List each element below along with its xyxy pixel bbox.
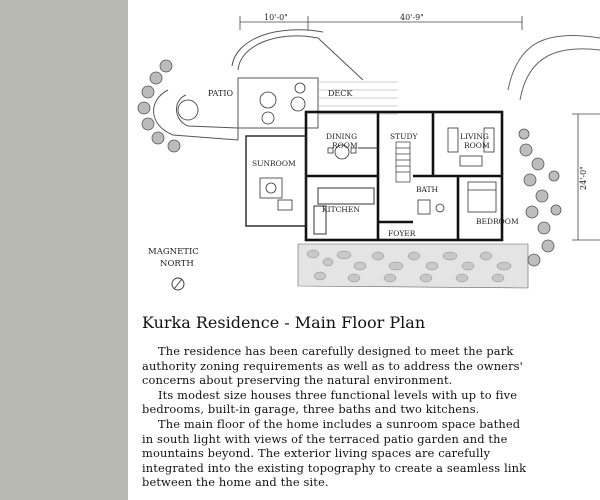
driveway-curve-inner [520, 49, 600, 100]
dimension-left-width: 10'-0" [264, 13, 288, 22]
body-line: in south light with views of the terraced patio garden and the [142, 431, 508, 446]
body-line: bedrooms, built-in garage, three baths and two kitchens. [142, 402, 480, 417]
north-label-1: MAGNETIC [148, 247, 199, 257]
kitchen-counters [314, 148, 378, 234]
bath-fixtures [418, 200, 444, 214]
floor-plan-svg [128, 0, 600, 310]
label-patio: PATIO [208, 89, 234, 98]
dimension-main-width: 40'-9" [400, 13, 424, 22]
label-living-2: ROOM [464, 141, 490, 150]
left-sidebar-band [0, 0, 128, 500]
deck-planks [318, 82, 398, 114]
body-line: integrated into the existing topography to create a seamless link [142, 460, 527, 475]
patio-shrubs [138, 60, 180, 152]
north-label-2: NORTH [160, 259, 194, 269]
sunroom-walls [246, 136, 306, 226]
body-line: The main floor of the home includes a sunroom space bathed [158, 416, 521, 431]
patio-area [154, 78, 238, 140]
patio-furniture [260, 83, 305, 124]
stairs [396, 142, 410, 182]
stone-terrace [298, 244, 528, 288]
label-deck: DECK [328, 89, 353, 98]
label-dining-1: DINING [326, 132, 358, 141]
label-bath: BATH [416, 185, 439, 194]
label-living-1: LIVING [460, 132, 489, 141]
body-line: concerns about preserving the natural environment. [142, 373, 453, 388]
label-sunroom: SUNROOM [252, 159, 296, 168]
body-line: between the home and the site. [142, 475, 329, 490]
body-line: The residence has been carefully designed to meet the park [158, 344, 514, 358]
caption-title: Kurka Residence - Main Floor Plan [142, 313, 426, 332]
dimension-depth: 24'-0" [579, 166, 588, 190]
sunroom-furniture [260, 178, 292, 210]
label-bedroom: BEDROOM [476, 217, 519, 226]
floor-plan-drawing [128, 0, 600, 310]
body-line: Its modest size houses three functional levels with up to five [158, 387, 518, 402]
north-arrow-icon [172, 278, 184, 290]
label-study: STUDY [390, 132, 418, 141]
upper-curved-walls [232, 30, 363, 80]
driveway-curve [508, 36, 600, 90]
label-dining-2: ROOM [332, 141, 358, 150]
body-line: mountains beyond. The exterior living spaces are carefully [142, 446, 491, 461]
label-foyer: FOYER [388, 229, 416, 238]
body-line: authority zoning requirements as well as to address the owners' [142, 358, 523, 373]
description-body [142, 344, 592, 490]
bedroom-bed [468, 182, 496, 212]
label-kitchen: KITCHEN [322, 205, 360, 214]
